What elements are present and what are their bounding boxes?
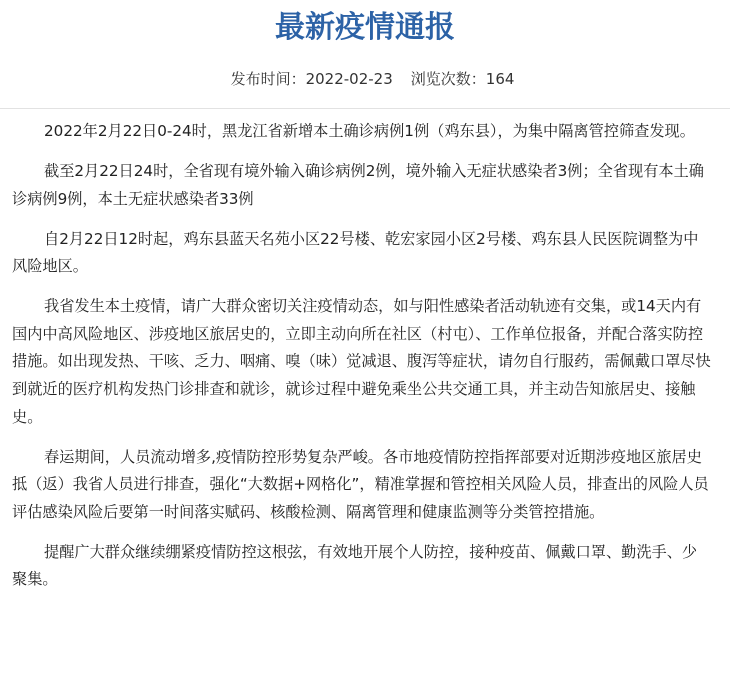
- article-paragraph: 提醒广大群众继续绷紧疫情防控这根弦，有效地开展个人防控，接种疫苗、佩戴口罩、勤洗手、少聚集。: [12, 542, 698, 589]
- views-label: 浏览次数：: [410, 70, 486, 88]
- page-title: 最新疫情通报: [275, 10, 455, 45]
- article-meta: [0, 66, 730, 92]
- publish-label: 发布时间：: [230, 70, 306, 88]
- article-paragraph: 春运期间，人员流动增多,疫情防控形势复杂严峻。各市地疫情防控指挥部要对近期涉疫地区旅居史抵（返）我省人员进行排查，强化“大数据+网格化”，精准掌握和管控相关风险人员，排查出的风险人员评估感染风险后要第一时间落实赋码、核酸检测、隔离管理和健康监测等分类管控措施。: [12, 447, 709, 521]
- article-body: [12, 118, 712, 606]
- header-divider: [0, 108, 730, 109]
- article-paragraph: 自2月22日12时起，鸡东县蓝天名苑小区22号楼、乾宏家园小区2号楼、鸡东县人民医院调整为中风险地区。: [12, 229, 699, 276]
- article-paragraph: 2022年2月22日0-24时，黑龙江省新增本土确诊病例1例（鸡东县），为集中隔离管控筛查发现。: [44, 122, 695, 140]
- views-count: 164: [485, 70, 515, 88]
- publish-date: 2022-02-23: [305, 70, 393, 88]
- article-paragraph: 我省发生本土疫情，请广大群众密切关注疫情动态，如与阳性感染者活动轨迹有交集，或14天内有国内中高风险地区、涉疫地区旅居史的，立即主动向所在社区（村屯）、工作单位报备，并配合落实防控措施。如出现发热、干咳、乏力、咽痛、嗅（味）觉减退、腹泻等症状，请勿自行服药，需佩戴口罩尽快到就近的医疗机构发热门诊排查和就诊，就诊过程中避免乘坐公共交通工具，并主动告知旅居史、接触史。: [12, 297, 711, 426]
- article-paragraph: 截至2月22日24时，全省现有境外输入确诊病例2例，境外输入无症状感染者3例；全省现有本土确诊病例9例，本土无症状感染者33例: [12, 161, 704, 208]
